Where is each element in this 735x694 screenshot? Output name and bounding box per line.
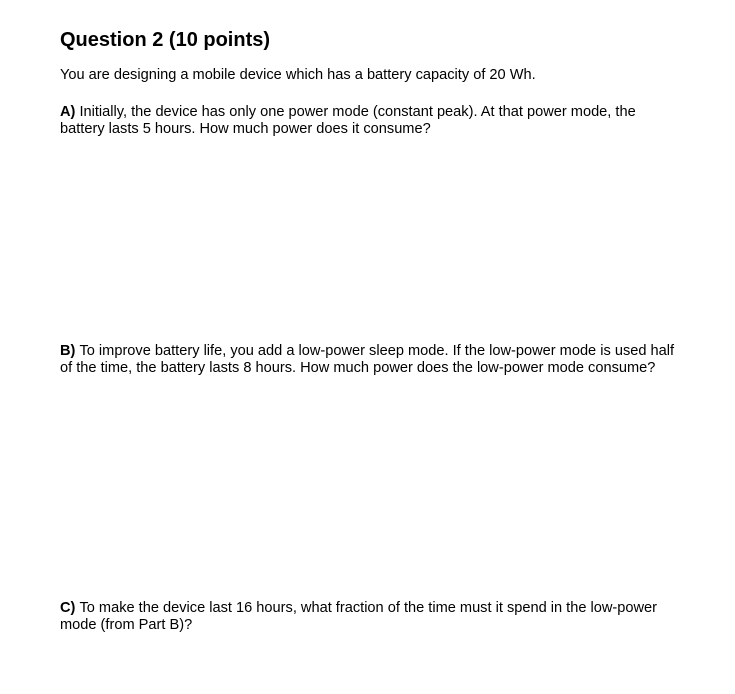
- part-a-label: A): [60, 104, 80, 120]
- part-b-label: B): [60, 343, 80, 359]
- part-c-question: [60, 600, 680, 634]
- question-title: Question 2 (10 points): [60, 29, 271, 51]
- part-a-question: [60, 104, 680, 138]
- part-b-question: [60, 343, 680, 377]
- part-c-label: C): [60, 600, 80, 616]
- part-c-answer-space: [60, 638, 680, 688]
- part-c-text: To make the device last 16 hours, what fraction of the time must it spend in the low-power mode (from Part B)?: [60, 600, 658, 633]
- question-intro: You are designing a mobile device which has a battery capacity of 20 Wh.: [60, 67, 536, 83]
- part-b-answer-space: [60, 398, 680, 594]
- part-a-text: Initially, the device has only one power mode (constant peak). At that power mode, the battery lasts 5 hours. How much power does it consume?: [60, 104, 636, 137]
- part-b-text: To improve battery life, you add a low-power sleep mode. If the low-power mode is used half of the time, the battery lasts 8 hours. How much power does the low-power mode consume?: [60, 343, 675, 376]
- part-a-answer-space: [60, 142, 680, 337]
